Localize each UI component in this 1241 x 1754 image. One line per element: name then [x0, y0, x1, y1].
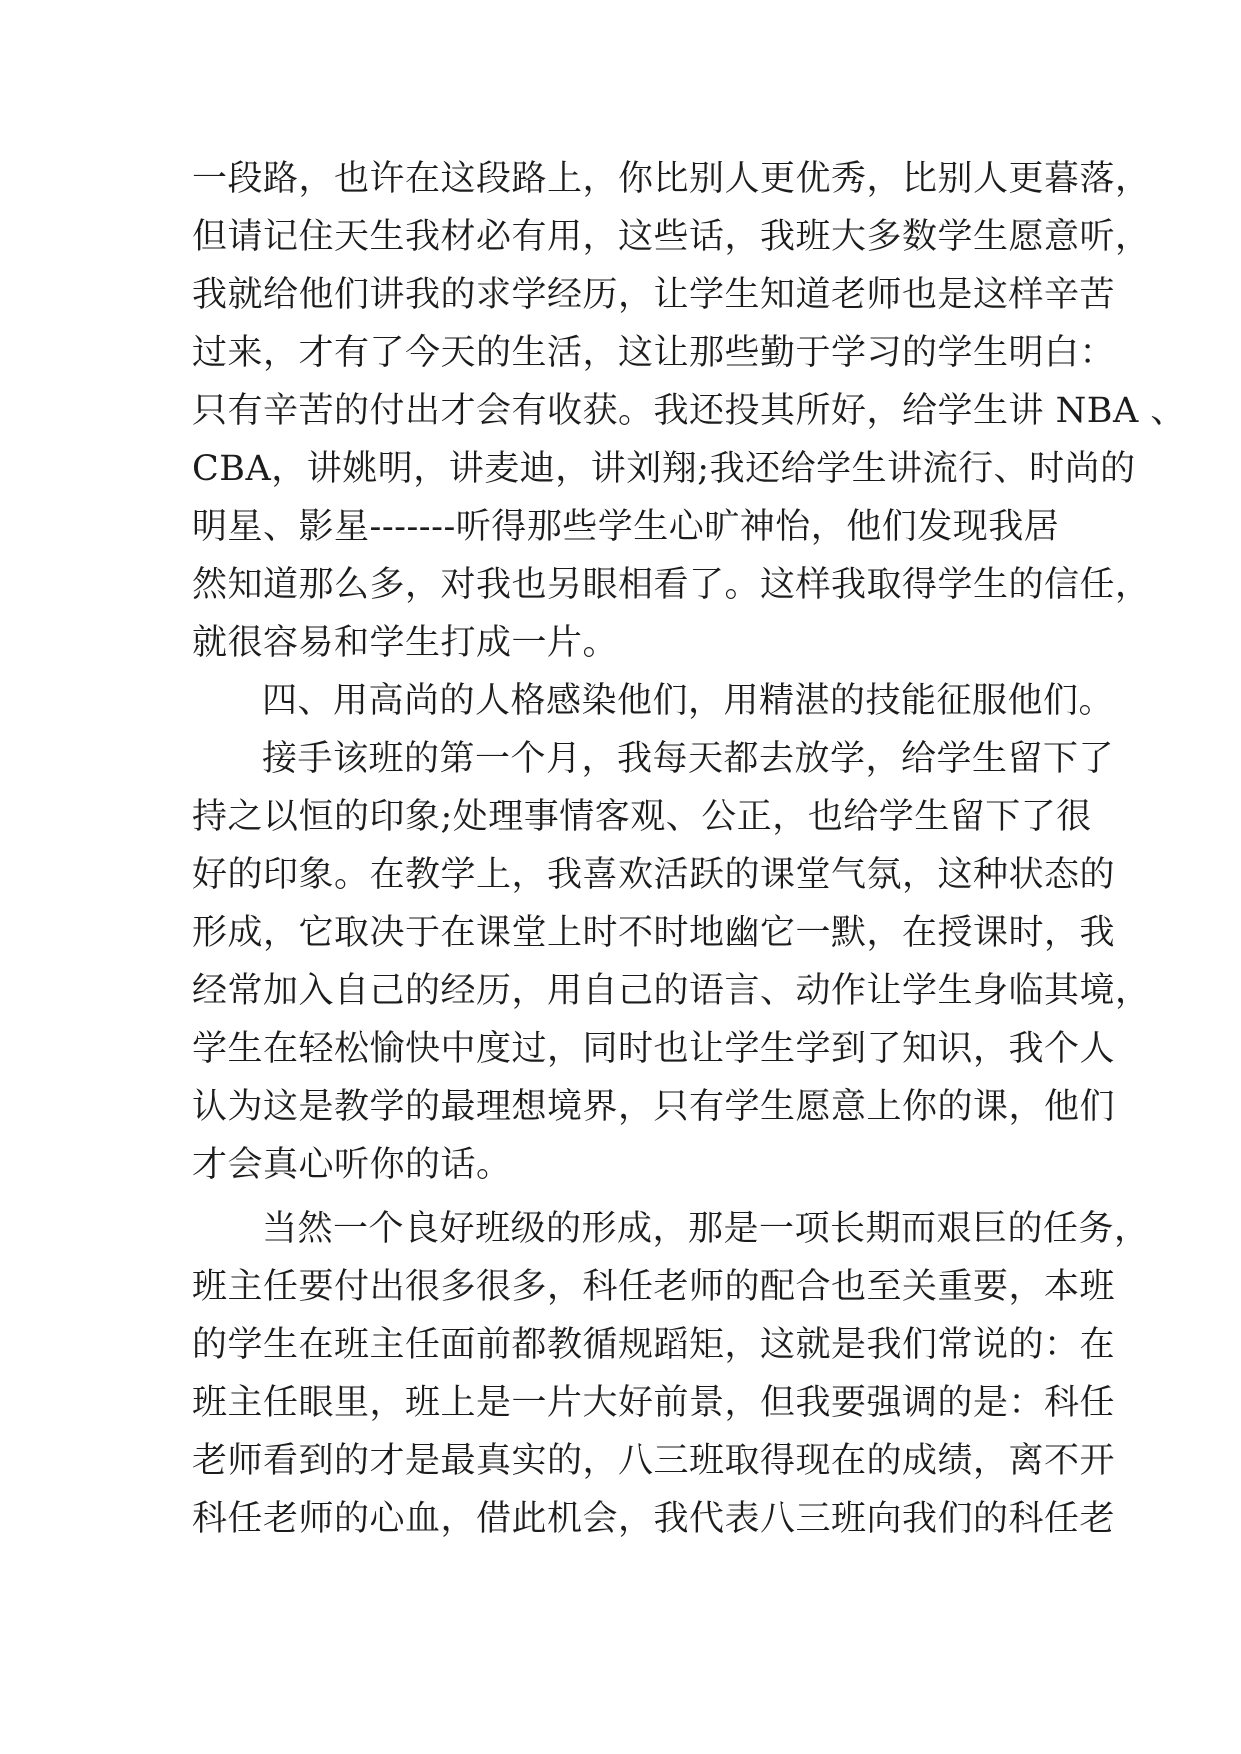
- text-line: 一段路，也许在这段路上，你比别人更优秀，比别人更暮落，: [192, 159, 1151, 199]
- body-text: [192, 150, 1186, 1548]
- text-line: 形成，它取决于在课堂上时不时地幽它一默，在授课时，我: [192, 913, 1116, 953]
- text-line: 然知道那么多，对我也另眼相看了。这样我取得学生的信任，: [192, 565, 1151, 605]
- text-line: 过来，才有了今天的生活，这让那些勤于学习的学生明白：: [192, 333, 1116, 373]
- section-heading: 四、用高尚的人格感染他们，用精湛的技能征服他们。: [262, 681, 1115, 721]
- text-line: 才会真心听你的话。: [192, 1145, 512, 1185]
- text-line: 班主任眼里，班上是一片大好前景，但我要强调的是：科任: [192, 1383, 1116, 1423]
- text-line: 老师看到的才是最真实的，八三班取得现在的成绩，离不开: [192, 1441, 1116, 1481]
- text-line: CBA，讲姚明，讲麦迪，讲刘翔;我还给学生讲流行、时尚的: [192, 449, 1136, 489]
- text-line: 的学生在班主任面前都教循规蹈矩，这就是我们常说的：在: [192, 1325, 1116, 1365]
- text-line: 持之以恒的印象;处理事情客观、公正，也给学生留下了很: [192, 797, 1092, 837]
- text-line: 经常加入自己的经历，用自己的语言、动作让学生身临其境，: [192, 971, 1151, 1011]
- text-line: 好的印象。在教学上，我喜欢活跃的课堂气氛，这种状态的: [192, 855, 1116, 895]
- paragraph-first-line: 当然一个良好班级的形成，那是一项长期而艰巨的任务，: [262, 1209, 1150, 1249]
- text-line: 明星、影星-------听得那些学生心旷神怡，他们发现我居: [192, 507, 1060, 547]
- text-line: 就很容易和学生打成一片。: [192, 623, 619, 663]
- text-line: 认为这是教学的最理想境界，只有学生愿意上你的课，他们: [192, 1087, 1116, 1127]
- paragraph-first-line: 接手该班的第一个月，我每天都去放学，给学生留下了: [262, 739, 1115, 779]
- text-line: 班主任要付出很多很多，科任老师的配合也至关重要，本班: [192, 1267, 1116, 1307]
- text-line: 我就给他们讲我的求学经历，让学生知道老师也是这样辛苦: [192, 275, 1116, 315]
- text-line: 但请记住天生我材必有用，这些话，我班大多数学生愿意听，: [192, 217, 1151, 257]
- text-line: 科任老师的心血，借此机会，我代表八三班向我们的科任老: [192, 1499, 1116, 1539]
- text-line: 学生在轻松愉快中度过，同时也让学生学到了知识，我个人: [192, 1029, 1116, 1069]
- text-line: 只有辛苦的付出才会有收获。我还投其所好，给学生讲 NBA 、: [192, 391, 1186, 431]
